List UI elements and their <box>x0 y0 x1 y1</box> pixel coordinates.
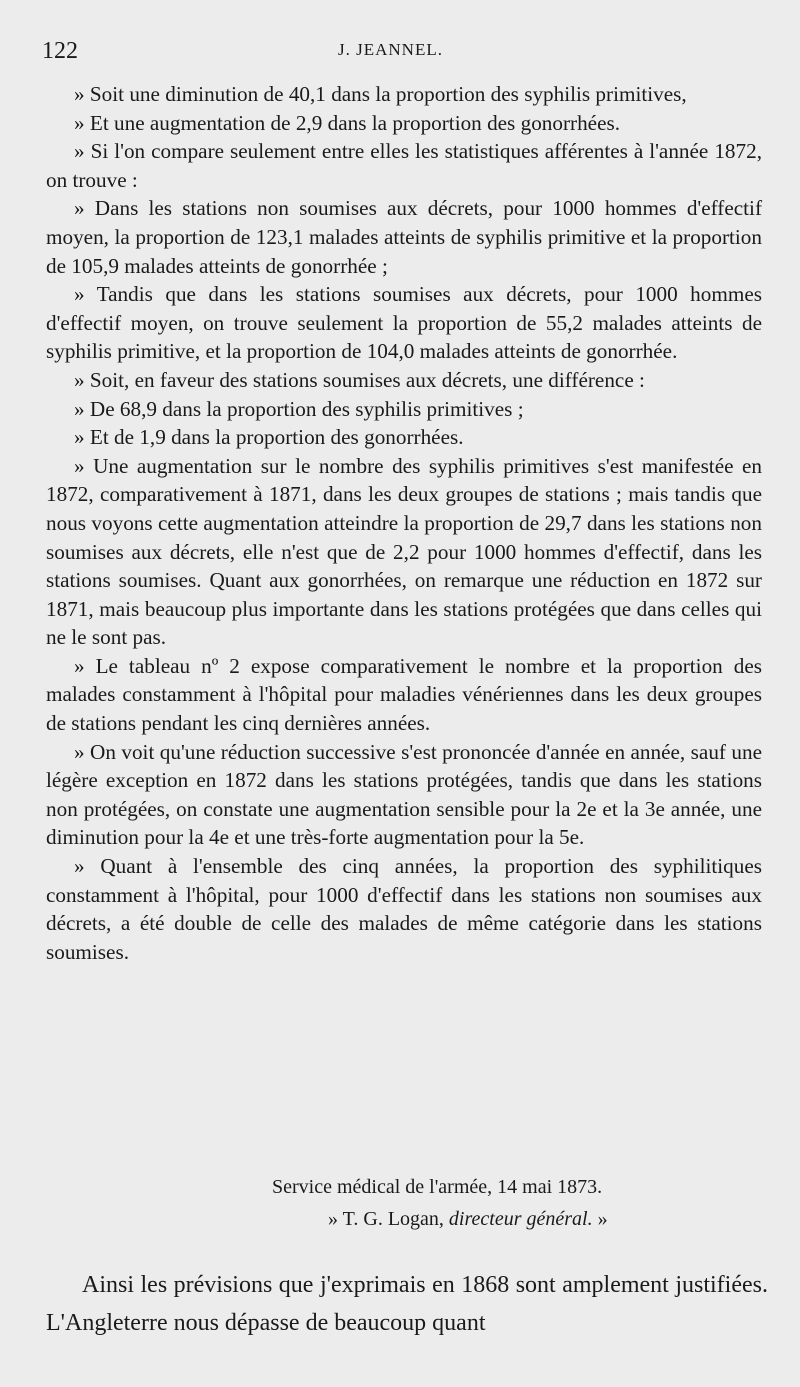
paragraph: » Soit une diminution de 40,1 dans la proportion des syphilis primitives, <box>74 82 687 106</box>
paragraph: » Dans les stations non soumises aux décrets, pour 1000 hommes d'effectif moyen, la proportion de 123,1 malades atteints de syphilis primitive et la proportion de 105,9 malades atteints de gonorrhée ; <box>46 196 762 278</box>
paragraph: » Une augmentation sur le nombre des syphilis primitives s'est manifestée en 1872, comparativement à 1871, dans les deux groupes de stations ; mais tandis que nous voyons cette augmentation atteindre la proportion de 29,7 dans les stations non soumises aux décrets, elle n'est que de 2,2 pour 1000 hommes d'effectif, dans les stations soumises. Quant aux gonorrhées, on remarque une réduction en 1872 sur 1871, mais beaucoup plus importante dans les stations protégées que dans celles qui ne le sont pas. <box>46 453 762 650</box>
closing-text: Ainsi les prévisions que j'exprimais en 1868 sont amplement justifiées. L'Angleterre nous dépasse de beaucoup quant <box>46 1272 768 1336</box>
paragraph: » Si l'on compare seulement entre elles les statistiques afférentes à l'année 1872, on trouve : <box>46 139 762 192</box>
page-header <box>42 38 762 68</box>
paragraph: » Le tableau nº 2 expose comparativement le nombre et la proportion des malades constamment à l'hôpital pour maladies vénériennes dans les deux groupes de stations pendant les cinq dernières années. <box>46 653 762 736</box>
paragraph: » De 68,9 dans la proportion des syphilis primitives ; <box>74 396 524 421</box>
paragraph: » Et de 1,9 dans la proportion des gonorrhées. <box>74 425 464 450</box>
closing-paragraph <box>46 1266 768 1342</box>
paragraph: » On voit qu'une réduction successive s'est prononcée d'année en année, sauf une légère exception en 1872 dans les stations protégées, tandis que dans les stations non protégées, on constate une augmentation sensible pour la 2e et la 3e année, une diminution pour la 4e et une très-forte augmentation pour la 5e. <box>46 739 762 850</box>
paragraph: » Soit, en faveur des stations soumises aux décrets, une différence : <box>74 367 645 392</box>
paragraph: » Et une augmentation de 2,9 dans la proportion des gonorrhées. <box>74 110 621 135</box>
signature-title: directeur général. <box>448 1208 593 1230</box>
signature-close-quote: » <box>597 1208 608 1230</box>
paragraph: » Quant à l'ensemble des cinq années, la proportion des syphilitiques constamment à l'hôpital, pour 1000 d'effectif dans les stations non soumises aux décrets, a été double de celle des malades de même catégorie dans les stations soumises. <box>46 854 762 964</box>
signature-name-line <box>46 1208 762 1231</box>
page-number: 122 <box>42 38 78 64</box>
paragraph: » Tandis que dans les stations soumises aux décrets, pour 1000 hommes d'effectif moyen, on trouve seulement la proportion de 55,2 malades atteints de syphilis primitive, et la proportion de 104,0 malades atteints de gonorrhée. <box>46 282 762 364</box>
signature-date-line: Service médical de l'armée, 14 mai 1873. <box>272 1176 603 1198</box>
running-head: J. JEANNEL. <box>338 40 443 59</box>
signature-name: » T. G. Logan, <box>328 1208 444 1230</box>
body-text <box>46 80 762 966</box>
